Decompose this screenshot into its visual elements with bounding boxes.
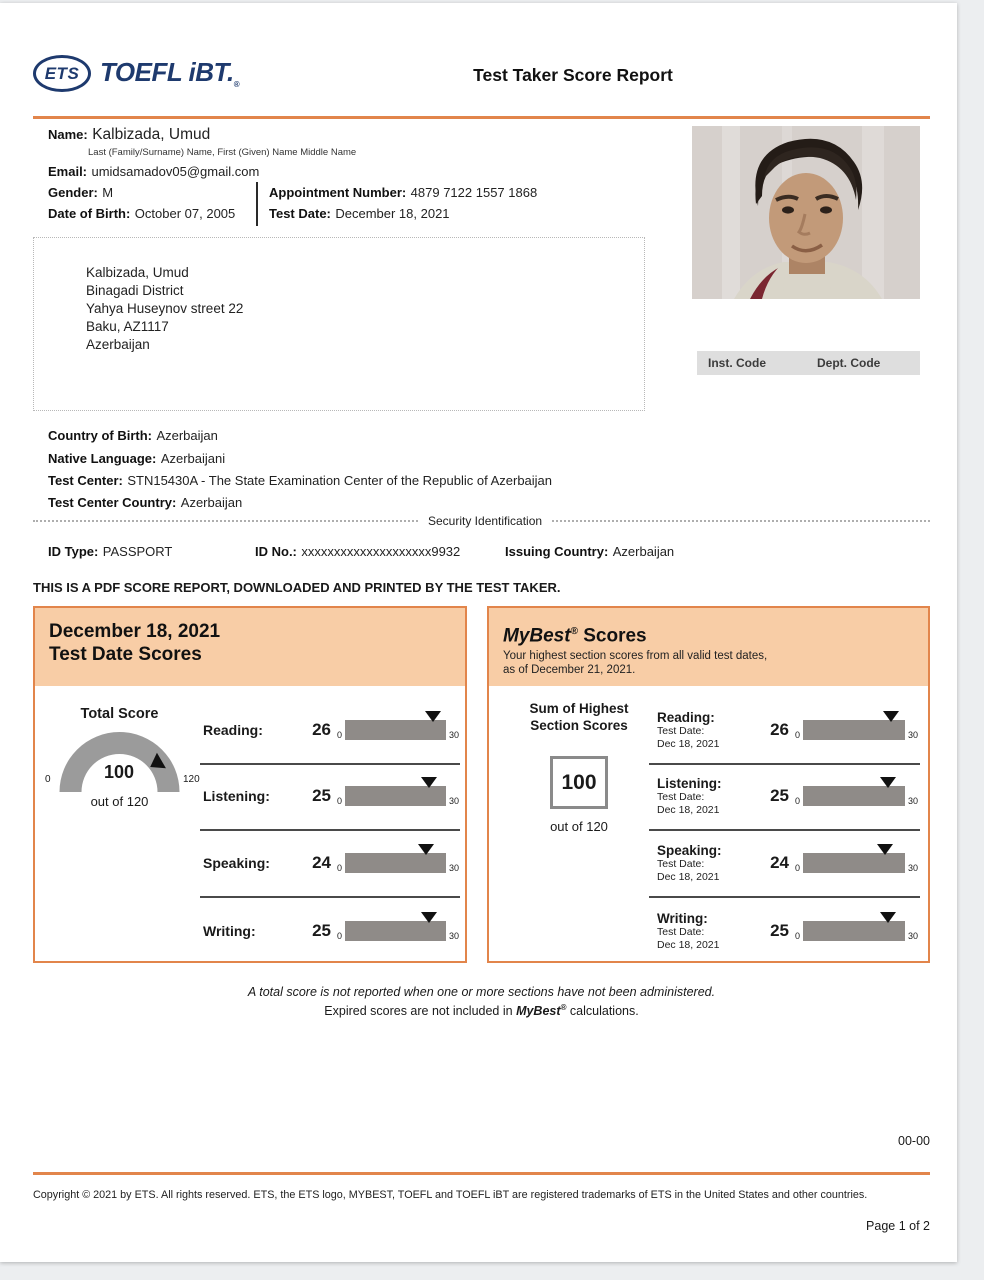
note-prefix: Expired scores are not included in bbox=[324, 1004, 517, 1019]
native-language-row bbox=[48, 450, 225, 468]
score-marker-icon bbox=[877, 844, 893, 855]
sum-score-box bbox=[550, 756, 608, 809]
native-language-label: Native Language: bbox=[48, 451, 157, 466]
mybest-row-writing bbox=[657, 909, 918, 953]
registered-mark: ® bbox=[233, 80, 240, 90]
score-row-writing bbox=[203, 909, 459, 953]
test-date-value: December 18, 2021 bbox=[335, 206, 450, 221]
mybest-title-rest: Scores bbox=[577, 625, 647, 647]
test-date-label: Test Date: bbox=[657, 790, 705, 803]
speaking-score-bar bbox=[345, 853, 446, 873]
issuing-country-label: Issuing Country: bbox=[505, 544, 609, 559]
bar-min-label: 0 bbox=[795, 931, 801, 941]
address-line: Kalbizada, Umud bbox=[86, 265, 189, 280]
test-date-scores-content bbox=[35, 686, 465, 961]
reading-score-bar bbox=[345, 720, 446, 740]
mailing-address-box bbox=[33, 237, 645, 411]
mybest-subtitle-line2: as of December 21, 2021. bbox=[503, 664, 636, 677]
bar-max-label: 30 bbox=[448, 863, 459, 873]
sum-score-caption: out of 120 bbox=[550, 819, 608, 834]
native-language-value: Azerbaijani bbox=[160, 451, 226, 466]
test-date-value: Dec 18, 2021 bbox=[657, 938, 720, 951]
security-identification-heading: Security Identification bbox=[428, 514, 543, 528]
row-separator bbox=[649, 829, 920, 831]
mybest-scores-box bbox=[487, 606, 930, 963]
bar-max-label: 30 bbox=[448, 931, 459, 941]
score-marker-icon bbox=[883, 711, 899, 722]
mybest-writing-label-block bbox=[657, 911, 753, 952]
id-no-label: ID No.: bbox=[255, 544, 297, 559]
score-report-page bbox=[0, 3, 957, 1262]
registered-mark: ® bbox=[560, 1003, 567, 1012]
test-date-label: Test Date: bbox=[269, 206, 331, 221]
bar-min-label: 0 bbox=[337, 931, 343, 941]
mybest-speaking-label-block bbox=[657, 843, 753, 884]
row-separator bbox=[200, 896, 460, 898]
bar-min-label: 0 bbox=[795, 796, 801, 806]
total-score-label: Total Score bbox=[80, 706, 159, 722]
test-date-label: Test Date: bbox=[657, 857, 705, 870]
gender-value: M bbox=[102, 185, 114, 200]
listening-label: Listening: bbox=[203, 788, 270, 804]
id-type-row bbox=[48, 543, 172, 561]
test-date-scores-title: Test Date Scores bbox=[49, 644, 202, 665]
score-marker-icon bbox=[425, 711, 441, 722]
bar-min-label: 0 bbox=[337, 796, 343, 806]
mybest-subtitle-line1: Your highest section scores from all valid test dates, bbox=[503, 650, 768, 663]
test-center-country-value: Azerbaijan bbox=[180, 495, 243, 510]
test-center-country-label: Test Center Country: bbox=[48, 495, 177, 510]
total-score-caption: out of 120 bbox=[90, 794, 149, 809]
total-score-note: A total score is not reported when one or more sections have not been administered. bbox=[247, 985, 716, 999]
mybest-scores-header bbox=[489, 608, 928, 686]
score-row-reading bbox=[203, 708, 459, 752]
score-row-listening bbox=[203, 774, 459, 818]
country-of-birth-row bbox=[48, 427, 218, 445]
page-number: Page 1 of 2 bbox=[866, 1219, 930, 1233]
pdf-report-notice: THIS IS A PDF SCORE REPORT, DOWNLOADED AND PRINTED BY THE TEST TAKER. bbox=[33, 580, 561, 595]
mybest-reading-label: Reading: bbox=[657, 709, 715, 725]
dept-code-label: Dept. Code bbox=[817, 356, 881, 370]
speaking-label: Speaking: bbox=[203, 855, 270, 871]
total-score-value: 100 bbox=[103, 762, 135, 782]
test-date-scores-date: December 18, 2021 bbox=[49, 621, 221, 642]
score-row-speaking bbox=[203, 841, 459, 885]
address-line: Yahya Huseynov street 22 bbox=[86, 301, 244, 316]
sum-label-line2: Section Scores bbox=[530, 718, 628, 733]
reading-label: Reading: bbox=[203, 722, 263, 738]
dob-label: Date of Birth: bbox=[48, 206, 131, 221]
note-suffix: calculations. bbox=[566, 1004, 639, 1019]
mybest-listening-score: 25 bbox=[770, 786, 789, 805]
mybest-reading-label-block bbox=[657, 710, 753, 751]
dob-row bbox=[48, 205, 235, 223]
row-separator bbox=[649, 896, 920, 898]
brand-text: TOEFL iBT. bbox=[100, 57, 234, 88]
bar-max-label: 30 bbox=[907, 931, 918, 941]
reading-score: 26 bbox=[312, 720, 331, 739]
mybest-row-listening bbox=[657, 774, 918, 818]
mybest-speaking-score-bar bbox=[803, 853, 905, 873]
address-line: Baku, AZ1117 bbox=[86, 319, 169, 334]
test-center-row bbox=[48, 472, 552, 490]
gauge-max-label: 120 bbox=[183, 774, 200, 785]
copyright-text: Copyright © 2021 by ETS. All rights reserved. ETS, the ETS logo, MYBEST, TOEFL and TOEFL iBT are registered trademarks of ETS in the United States and other countries. bbox=[33, 1189, 868, 1201]
test-date-label: Test Date: bbox=[657, 724, 705, 737]
sum-score-value: 100 bbox=[561, 770, 597, 794]
speaking-score: 24 bbox=[312, 853, 331, 872]
mybest-speaking-label: Speaking: bbox=[657, 842, 722, 858]
listening-score-bar bbox=[345, 786, 446, 806]
test-date-value: Dec 18, 2021 bbox=[657, 737, 720, 750]
name-row bbox=[48, 126, 210, 144]
test-center-label: Test Center: bbox=[48, 473, 123, 488]
bar-min-label: 0 bbox=[795, 863, 801, 873]
dob-value: October 07, 2005 bbox=[134, 206, 236, 221]
header-brand bbox=[33, 55, 239, 92]
test-center-country-row bbox=[48, 494, 242, 512]
bar-max-label: 30 bbox=[907, 796, 918, 806]
mybest-writing-score-bar bbox=[803, 921, 905, 941]
footer-accent-rule bbox=[33, 1172, 930, 1175]
mybest-row-reading bbox=[657, 708, 918, 752]
codes-bar bbox=[697, 351, 920, 375]
mybest-brand: MyBest bbox=[503, 625, 571, 647]
bar-min-label: 0 bbox=[337, 863, 343, 873]
mailing-address bbox=[86, 264, 243, 354]
id-no-row bbox=[255, 543, 460, 561]
score-marker-icon bbox=[421, 912, 437, 923]
mybest-listening-label-block bbox=[657, 776, 753, 817]
row-separator bbox=[649, 763, 920, 765]
issuing-country-value: Azerbaijan bbox=[612, 544, 675, 559]
gender-row bbox=[48, 184, 113, 202]
test-date-value: Dec 18, 2021 bbox=[657, 870, 720, 883]
bar-max-label: 30 bbox=[448, 730, 459, 740]
name-value: Kalbizada, Umud bbox=[92, 126, 211, 143]
mybest-brand: MyBest bbox=[516, 1004, 561, 1019]
gauge-min-label: 0 bbox=[45, 774, 51, 785]
country-of-birth-value: Azerbaijan bbox=[156, 428, 218, 443]
test-taker-photo bbox=[692, 126, 920, 299]
form-code: 00-00 bbox=[898, 1134, 930, 1148]
writing-score-bar bbox=[345, 921, 446, 941]
mybest-scores-title bbox=[503, 620, 914, 647]
mybest-row-speaking bbox=[657, 841, 918, 885]
score-marker-icon bbox=[421, 777, 437, 788]
country-of-birth-label: Country of Birth: bbox=[48, 428, 152, 443]
row-separator bbox=[200, 763, 460, 765]
name-caption: Last (Family/Surname) Name, First (Given) Name Middle Name bbox=[88, 147, 357, 158]
writing-score: 25 bbox=[312, 921, 331, 940]
inst-code-label: Inst. Code bbox=[708, 356, 767, 370]
bar-max-label: 30 bbox=[907, 730, 918, 740]
toefl-ibt-wordmark bbox=[100, 57, 239, 89]
row-separator bbox=[200, 829, 460, 831]
id-no-value: xxxxxxxxxxxxxxxxxxxx9932 bbox=[301, 544, 461, 559]
gender-label: Gender: bbox=[48, 185, 98, 200]
test-date-scores-header bbox=[35, 608, 465, 686]
score-marker-icon bbox=[418, 844, 434, 855]
mybest-writing-score: 25 bbox=[770, 921, 789, 940]
issuing-country-row bbox=[505, 543, 674, 561]
mybest-speaking-score: 24 bbox=[770, 853, 789, 872]
dotted-line bbox=[552, 520, 930, 522]
page-title: Test Taker Score Report bbox=[473, 65, 673, 85]
test-date-label: Test Date: bbox=[657, 925, 705, 938]
writing-label: Writing: bbox=[203, 923, 256, 939]
test-center-value: STN15430A - The State Examination Center of the Republic of Azerbaijan bbox=[127, 473, 553, 488]
id-type-value: PASSPORT bbox=[102, 544, 173, 559]
security-identification-divider bbox=[33, 514, 930, 528]
mybest-listening-label: Listening: bbox=[657, 775, 722, 791]
ets-logo-icon bbox=[33, 55, 91, 92]
name-label: Name: bbox=[48, 127, 88, 142]
test-date-scores-box bbox=[33, 606, 467, 963]
appointment-row bbox=[269, 184, 537, 202]
test-date-value: Dec 18, 2021 bbox=[657, 803, 720, 816]
expired-scores-note bbox=[33, 1003, 930, 1018]
ets-logo-text: ETS bbox=[44, 63, 80, 83]
mybest-reading-score: 26 bbox=[770, 720, 789, 739]
appointment-value: 4879 7122 1557 1868 bbox=[410, 185, 538, 200]
bar-min-label: 0 bbox=[337, 730, 343, 740]
address-line: Azerbaijan bbox=[86, 337, 150, 352]
sum-label-line1: Sum of Highest bbox=[529, 701, 629, 716]
test-date-row bbox=[269, 205, 450, 223]
mybest-writing-label: Writing: bbox=[657, 910, 708, 926]
listening-score: 25 bbox=[312, 786, 331, 805]
score-marker-icon bbox=[880, 912, 896, 923]
mybest-reading-score-bar bbox=[803, 720, 905, 740]
email-label: Email: bbox=[48, 164, 88, 179]
dotted-line bbox=[33, 520, 418, 522]
score-marker-icon bbox=[880, 777, 896, 788]
email-row bbox=[48, 163, 259, 181]
top-accent-rule bbox=[33, 116, 930, 119]
sum-of-highest-label bbox=[519, 700, 639, 734]
registered-mark: ® bbox=[570, 626, 578, 637]
email-value: umidsamadov05@gmail.com bbox=[91, 164, 260, 179]
bar-max-label: 30 bbox=[907, 863, 918, 873]
mybest-listening-score-bar bbox=[803, 786, 905, 806]
address-line: Binagadi District bbox=[86, 283, 184, 298]
identity-column-divider bbox=[256, 182, 258, 226]
bar-max-label: 30 bbox=[448, 796, 459, 806]
bar-min-label: 0 bbox=[795, 730, 801, 740]
id-type-label: ID Type: bbox=[48, 544, 99, 559]
mybest-scores-content bbox=[489, 686, 928, 961]
appointment-label: Appointment Number: bbox=[269, 185, 407, 200]
